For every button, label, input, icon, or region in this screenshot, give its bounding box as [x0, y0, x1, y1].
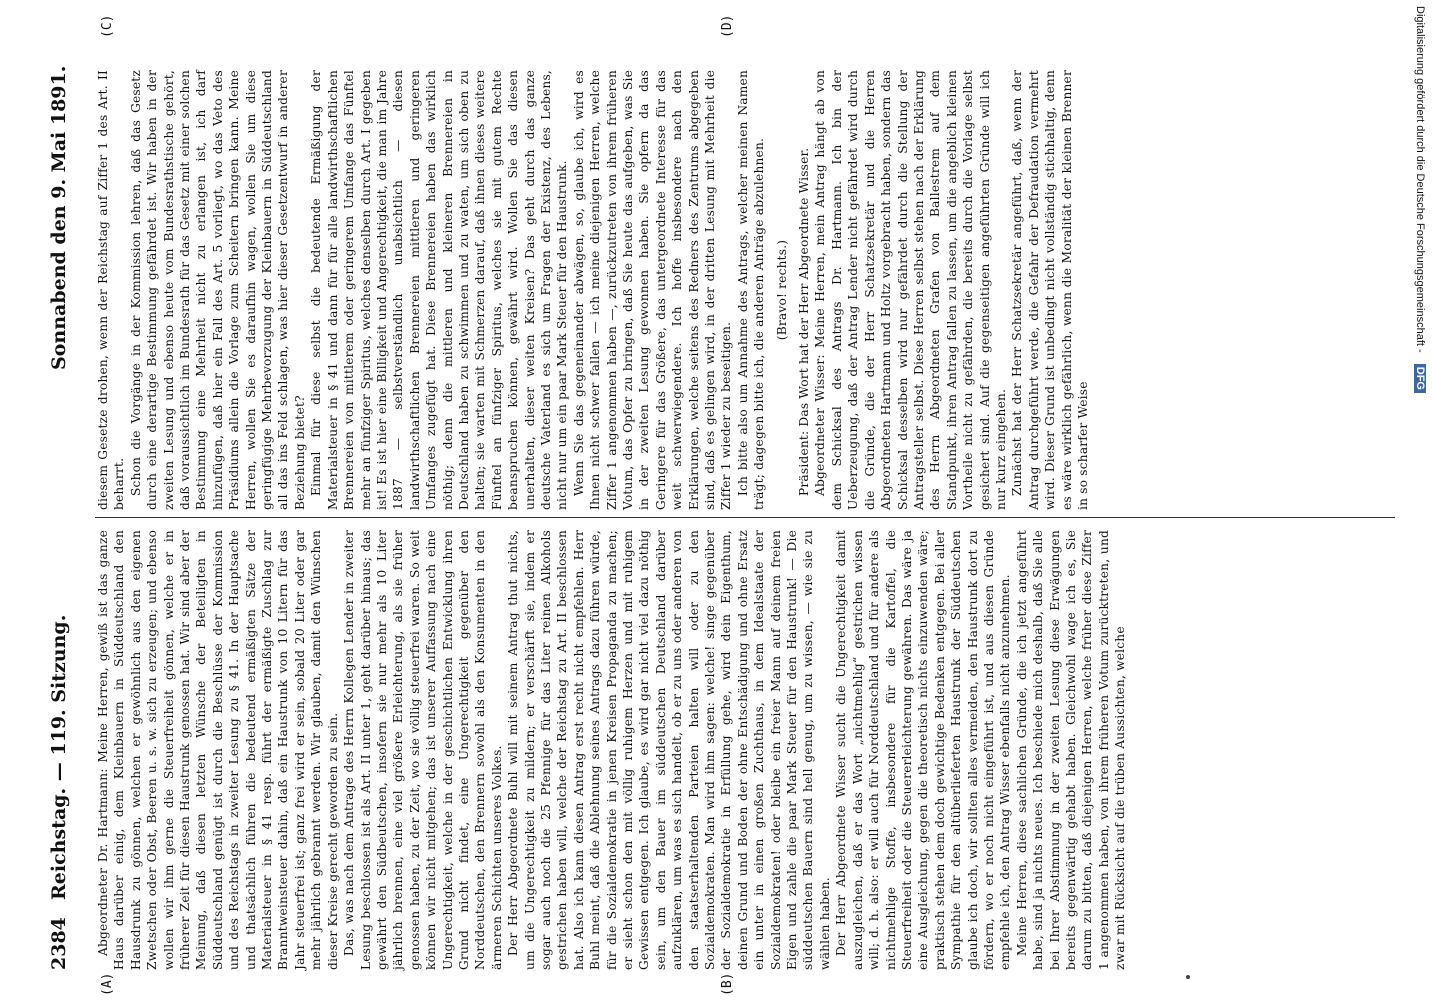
- paragraph: Der Herr Abgeordnete Buhl will mit seinem Antrag thut nichts, um die Ungerechtigkeit zu mildern; er verschärft sie, indem er sogar auch noch die 25 Pfennige für das Liter reinen Alkohols gestrichen haben will, welche der Reichstag zu Art. II beschlossen hat. Also ich kann diesen Antrag erst recht nicht empfehlen. Herr Buhl meint, daß die Ablehnung seines Antrags dazu führen würde, für die Sozialdemokratie in jenen Kreisen Propaganda zu machen; er sieht schon den mit völlig ruhigem Herzen und mit ruhigem Gewissen entgegen. Ich glaube, es wird gar nicht viel dazu nöthig sein, um den Bauer im süddeutschen Deutschland darüber aufzuklären, um was es sich handelt, ob er zu uns oder anderen von den staatserhaltenden Parteien halten will oder zu den Sozialdemokraten. Man wird ihm sagen: welche! singe gegenüber der Sozialdemokratie in Erfüllung gehe, wird dein Eigenthum, deinen Grund und Boden der ohne Entschädigung und ohne Ersatz ein unter in einen großen Zuchthaus, in dem Idealstaate der Sozialdemokraten! oder bleibe ein freier Mann auf deinem freien Eigen und zahle die paar Mark Steuer für den Haustrunk! — Die süddeutschen Bauern sind hell genug, um zu wissen, — wie sie zu wählen haben.: [506, 530, 832, 970]
- paragraph: Der Herr Abgeordnete Wisser sucht die Ungerechtigkeit damit auszugleichen, daß er das Wort „nichtmehlig“ gestrichen wissen will; d. h. also: er will auch für Norddeutschland und für andere als nichtmehlige Stoffe, insbesondere für die Kartoffel, die Steuerfreiheit oder die Steuererleichterung gewähren. Das wäre ja eine Ausgleichung, gegen die theoretisch nichts einzuwenden wäre; praktisch stehen dem doch gewichtige Bedenken entgegen. Bei aller Sympathie für den altüberlieferten Haustrunk der Süddeutschen glaube ich doch, wir sollten alles vermeiden, den Haustrunk dort zu fördern, wo er noch nicht eingeführt ist, und aus diesen Gründe empfehle ich, den Antrag Wisser ebenfalls nicht anzunehmen.: [834, 530, 1013, 970]
- paragraph: Zunächst hat der Herr Schatzsekretär angeführt, daß, wenn der Antrag durchgeführt werde, die Gefahr der Defraudation vermehrt wird. Dieser Grund ist unbedingt nicht vollständig stichhaltig, denn es wäre wirklich gefährlich, wenn die Moralität der kleinen Brenner in so scharfer Weise: [1010, 70, 1090, 510]
- president-line: Präsident: Das Wort hat der Herr Abgeordnete Wisser.: [797, 147, 812, 496]
- right-column: [95, 70, 1395, 510]
- credit-text: Digitalisierung gefördert durch die Deutsche Forschungsgemeinschaft -: [1414, 6, 1426, 353]
- column-divider: [95, 517, 1395, 518]
- paragraph: Meine Herren, diese sachlichen Gründe, die ich jetzt angeführt habe, sind ja nichts neues. Ich beschiede mich deshalb, daß Sie alle bei Ihrer Abstimmung in der zweiten Lesung diese Erwägungen bereits gegenwärtig gehabt haben. Gleichwohl wage ich es, Sie darum zu bitten, daß diejenigen Herren, welche früher diese Ziffer 1 angenommen haben, von ihrem früheren Votum zurücktreten, und zwar mit Rücksicht auf die trüben Aussichten, welche: [1014, 530, 1128, 970]
- page-number: 2384: [48, 917, 70, 970]
- paragraph: Abgeordneter Wisser: Meine Herren, mein Antrag hängt ab von dem Schicksal des Antrags Dr. Hartmann. Ich bin der Ueberzeugung, daß der Antrag Lender nicht gefährdet wird durch die Gründe, die der Herr Schatzsekretär und die Herren Abgeordneten Hartmann und Holtz vorgebracht haben, sondern das Schicksal desselben wird nur gefährdet durch die Stellung der Antragsteller selbst. Diese Herren selbst stehen nach der Erklärung des Herrn Abgeordneten Grafen von Ballestrem auf dem Standpunkt, ihren Antrag fallen zu lassen, um die angeblich kleinen Vortheile nicht zu gefährden, die bereits durch die Vorlage selbst gesichert sind. Auf die gegenseitigen angeführten Gründe will ich nur kurz eingehen.: [813, 70, 1008, 510]
- margin-marker-a: (A): [100, 972, 115, 996]
- paragraph: diesem Gesetze drohen, wenn der Reichstag auf Ziffer 1 des Art. II beharrt.: [96, 70, 127, 510]
- paragraph: Schon die Vorgänge in der Kommission lehren, daß das Gesetz durch eine derartige Bestimmung gefährdet ist. Wir haben in der zweiten Lesung und ebenso heute vom Bundesrathstische gehört, daß voraussichtlich im Bundesrath für das Gesetz mit einer solchen Bestimmung eine Mehrheit nicht zu erlangen ist, ich darf hinzufügen, daß hier ein Fall des Art. 5 vorliegt, wo das Veto des Präsidiums allein die Vorlage zum Scheitern bringen kann. Meine Herren, wollen Sie es daraufhin wagen, wollen Sie um diese geringfügige Mehrbevorzugung der Kleinbauern in Süddeutschland all das ins Feld schlagen, was hier dieser Gesetzentwurf in anderer Beziehung bietet?: [128, 70, 307, 510]
- page-header: [40, 30, 80, 970]
- digitization-credit: [1408, 6, 1428, 996]
- paragraph: Das, was nach dem Antrage des Herrn Kollegen Lender in zweiter Lesung beschlossen ist als Art. II unter 1, geht darüber hinaus; das gewährt den Südbeutschen, insofern sie nur mehr als 10 Liter jährlich brennen, eine viel größere Erleichterung, als sie früher genossen haben, zu der Zeit, wo sie völlig steuerfrei waren. So weit können wir nicht mitgehen; das ist unserer Auffassung nach eine Ungerechtigkeit, welche in der geschichtlichen Entwicklung ihren Grund nicht findet, eine Ungerechtigkeit gegenüber den Norddeutschen, den Brennern sowohl als den Konsumenten in den ärmeren Schichten unseres Volkes.: [342, 530, 504, 970]
- margin-marker-d: (D): [720, 14, 735, 38]
- paragraph: Abgeordneter Dr. Hartmann: Meine Herren, gewiß ist das ganze Haus darüber einig, dem Kleinbauern in Süddeutschland den Hausdrunk zu gönnen, welchen er gewöhnlich aus den eigenen Zwetschen oder Obst, Beeren u. s. w. sich zu erzeugen; und ebenso wollen wir ihm gerne die Steuerfreiheit gönnen, welche er in früherer Zeit für diesen Haustrunk genossen hat. Wir sind aber der Meinung, daß diesen letzten Wünsche der Beteiligten in Süddeutschland genügt ist durch die Beschlüsse der Kommission und des Reichstags in zweiter Lesung zu § 41. In der Hauptsache und thatsächlich führen die bedeutend ermäßigten Sätze der Materialsteuer in § 41 resp. führt der ermäßigte Zuschlag zur Branntweinsteuer dahin, daß ein Haustrunk von 10 Litern für das Jahr steuerfrei ist; ganz frei wird er sein, sobald 20 Liter oder gar mehr jährlich gebrannt werden. Wir glauben, damit den Wünschen dieser Kreise gerecht geworden zu sein.: [96, 530, 340, 970]
- margin-marker-c: (C): [100, 14, 115, 38]
- margin-marker-b: (B): [720, 972, 735, 996]
- session-title: Reichstag. — 119. Sitzung.: [48, 614, 70, 900]
- applause-note: (Bravo! rechts.): [774, 239, 789, 341]
- scan-speck: [1186, 975, 1190, 979]
- left-column: [95, 530, 1395, 970]
- dfg-logo: DFG: [1414, 364, 1426, 393]
- date-title: Sonnabend den 9. Mai 1891.: [48, 65, 70, 370]
- paragraph: Wenn Sie das gegeneinander abwägen, so, glaube ich, wird es Ihnen nicht schwer fallen — ich meine diejenigen Herren, welche Ziffer 1 angenommen haben —, zurückzutreten von ihrem früheren Votum, das Opfer zu bringen, daß Sie heute das aufgeben, was Sie in der zweiten Lesung gewonnen haben. Sie opfern da das Geringere für das Größere, das untergeordnete Interesse für das weit schwerwiegendere. Ich hoffe insbesondere nach den Erklärungen, welche seitens des Redners des Zentrums abgegeben sind, daß es gelingen wird, in der dritten Lesung mit Mehrheit die Ziffer 1 wieder zu beseitigen.: [571, 70, 734, 510]
- paragraph: Ich bitte also um Annahme des Antrags, welcher meinen Namen trägt; dagegen bitte ich, die anderen Anträge abzulehnen.: [735, 70, 767, 510]
- paragraph: Einmal für diese selbst die bedeutende Ermäßigung der Materialsteuer in § 41 und dann für für alle landwirthschaftlichen Brennereien von mittlerem oder geringerem Umfange das Fünftel mehr an fünfziger Spiritus, welches denselben durch Art. I gegeben ist! Es ist hier eine Billigkeit und Angerechtigkeit, die man im Jahre 1887 — selbstverständlich unabsichtlich — diesen landwirthschaftlichen Brennereien mittleren und geringeren Umfanges zugefügt hat. Diese Brennereien haben das wirklich nöthig; denn die mittleren und kleineren Brennereien in Deutschland haben zu schwimmen und zu waten, um sich oben zu halten; sie warten mit Schmerzen darauf, daß ihnen dieses weitere Fünftel an fünfziger Spiritus, welches sie mit gutem Rechte beanspruchen können, gewährt wird. Wollen Sie das diesen unerhalten, dieser weiten Kreisen? Das geht durch das ganze deutsche Vaterland es sich um Fragen der Existenz, des Lebens, nicht nur um ein paar Mark Steuer für den Haustrunk.: [309, 70, 570, 510]
